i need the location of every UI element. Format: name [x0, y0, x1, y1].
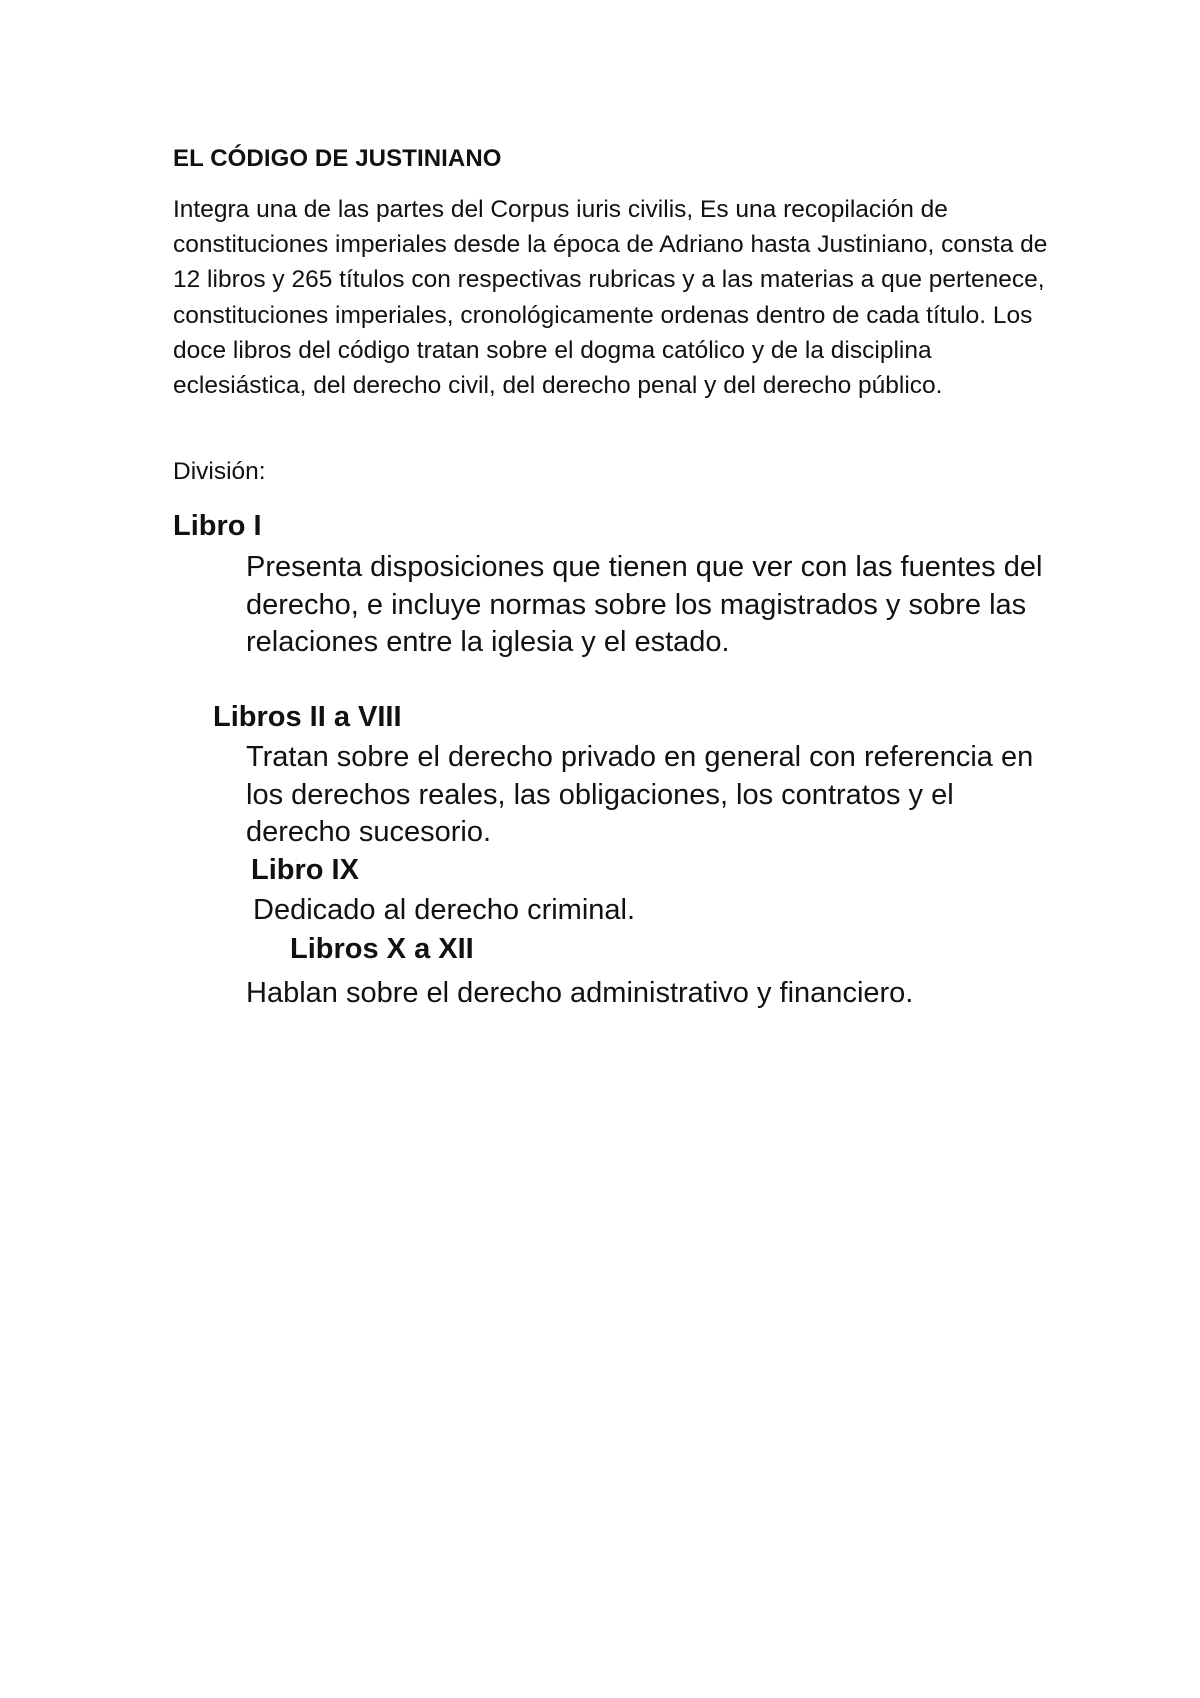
document-title: EL CÓDIGO DE JUSTINIANO: [173, 145, 502, 172]
book-heading-libros-ii-viii: Libros II a VIII: [213, 701, 402, 733]
book-description-libro-i: Presenta disposiciones que tienen que ver con las fuentes del derecho, e incluye normas sobre los magistrados y sobre las relaciones entre la iglesia y el estado.: [246, 551, 1043, 659]
division-label: División:: [173, 458, 266, 485]
book-description-libros-ii-viii: Tratan sobre el derecho privado en general con referencia en los derechos reales, las obligaciones, los contratos y el derecho sucesorio.: [246, 741, 1034, 849]
intro-paragraph: Integra una de las partes del Corpus iuris civilis, Es una recopilación de constituciones imperiales desde la época de Adriano hasta Justiniano, consta de 12 libros y 265 títulos con respectivas rubricas y a las materias a que pertenece, constituciones imperiales, cronológicamente ordenas dentro de cada título. Los doce libros del código tratan sobre el dogma católico y de la disciplina eclesiástica, del derecho civil, del derecho penal y del derecho público.: [173, 196, 1048, 400]
book-description-libro-ix: Dedicado al derecho criminal.: [253, 894, 636, 926]
book-heading-libros-x-xii: Libros X a XII: [290, 933, 474, 965]
book-description-libros-x-xii: Hablan sobre el derecho administrativo y financiero.: [246, 977, 914, 1009]
book-heading-libro-i: Libro I: [173, 510, 262, 542]
book-heading-libro-ix: Libro IX: [251, 854, 359, 886]
